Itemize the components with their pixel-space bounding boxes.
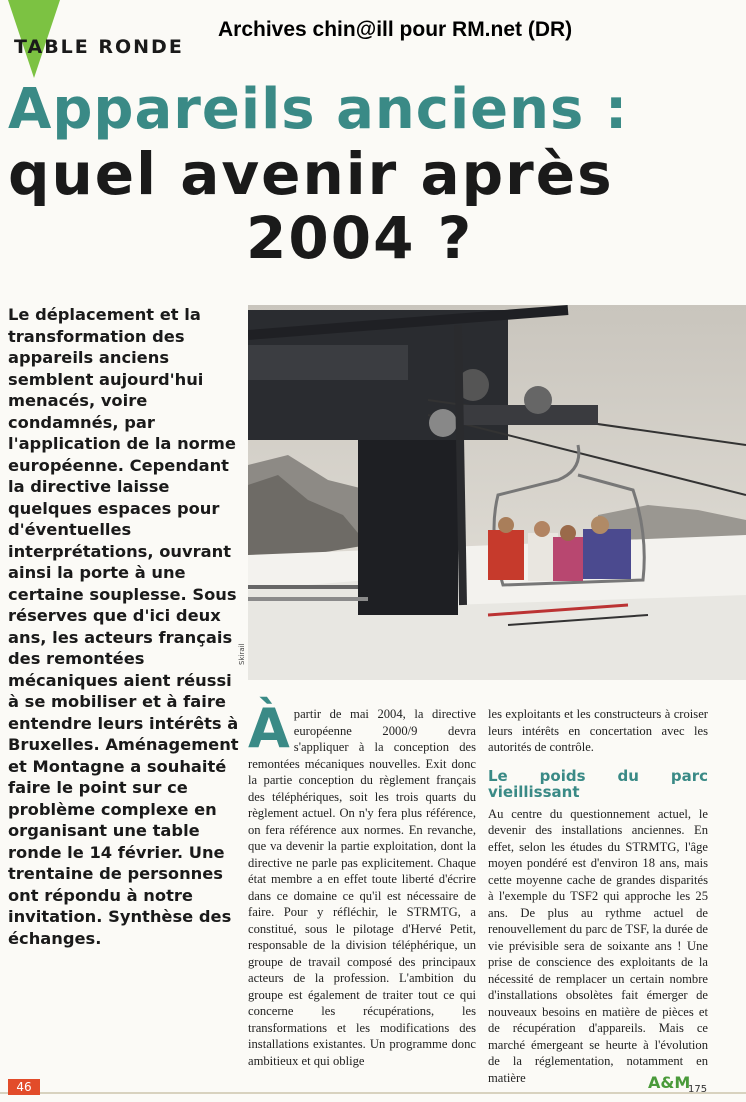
headline-line-2: quel avenir après (8, 140, 614, 208)
drop-cap: À (248, 697, 290, 760)
body-column-2-text: Au centre du questionnement actuel, le devenir des installations anciennes. En effet, selon les études du STRMTG, l'âge moyen pondéré est d'environ 18 ans, mais cette moyenne cache de grandes disparités à l'exemple du TSF2 qui approche les 25 ans. De plus au rythme actuel de renouvellement du parc de TSF, la durée de vie prévisible sera de soixante ans ! Une prise de conscience des exploitants de la nécessité de remplacer un certain nombre d'installations obsolètes fait émerger de nouveaux besoins en matière de pièces et de récupération d'appareils. Mais ce marché émergeant se heurte à l'évolution de la réglementation, notamment en matière (488, 806, 708, 1085)
headline-line-1: Appareils anciens : (8, 77, 629, 142)
page-number-badge: 46 (8, 1079, 40, 1095)
body-column-2 (488, 706, 708, 1086)
chairlift-photo (248, 305, 746, 680)
issue-number: 175 (688, 1084, 708, 1095)
photo-credit: Skirail (238, 643, 246, 665)
magazine-logo: A&M (648, 1073, 691, 1092)
body-column-1 (248, 697, 476, 1069)
subheading: Le poids du parc vieillissant (488, 766, 708, 801)
body-column-1-text: partir de mai 2004, la directive européenne 2000/9 devra s'appliquer à la conception des remontées mécaniques nouvelles. Exit donc la partie conception du règlement français des téléphériques, soit les trois quarts du règlement actuel. On n'y fera plus référence, on fera référence aux normes. En revanche, que va devenir la partie exploitation, dont la directive ne parle pas explicitement. Chaque état membre a en effet toute liberté d'écrire dans ce domaine ce qu'il est nécessaire de faire. Pour y réfléchir, le STRMTG, a constitué, sous le pilotage d'Hervé Petit, responsable de la division téléphérique, un groupe de travail composé des principaux acteurs de la profession. L'ambition du groupe est également de traiter tout ce qui concerne les récupérations, les transformations et les modifications des installations existantes. Un programme donc ambitieux et qui oblige (248, 707, 476, 1068)
intro-paragraph: Le déplacement et la transformation des appareils anciens semblent aujourd'hui menacés, voire condamnés, par l'application de la norme européenne. Cependant la directive laisse quelques espaces pour d'éventuelles interprétations, ouvrant ainsi la porte à une certaine souplesse. Sous réserves que d'ici deux ans, les acteurs français des remontées mécaniques aient réussi à se mobiliser et à faire entendre leurs intérêts à Bruxelles. Aménagement et Montagne a souhaité faire le point sur ce problème complexe en organisant une table ronde le 14 février. Une trentaine de personnes ont répondu à notre invitation. Synthèse des échanges. (8, 305, 239, 948)
headline (8, 78, 738, 270)
footer-rule (0, 1092, 746, 1094)
section-label: TABLE RONDE (14, 36, 184, 58)
archive-credit: Archives chin@ill pour RM.net (DR) (218, 18, 573, 41)
body-column-2-intro: les exploitants et les constructeurs à croiser leurs intérêts en concertation avec les autorités de contrôle. (488, 707, 708, 754)
headline-line-3: 2004 ? (246, 204, 474, 272)
